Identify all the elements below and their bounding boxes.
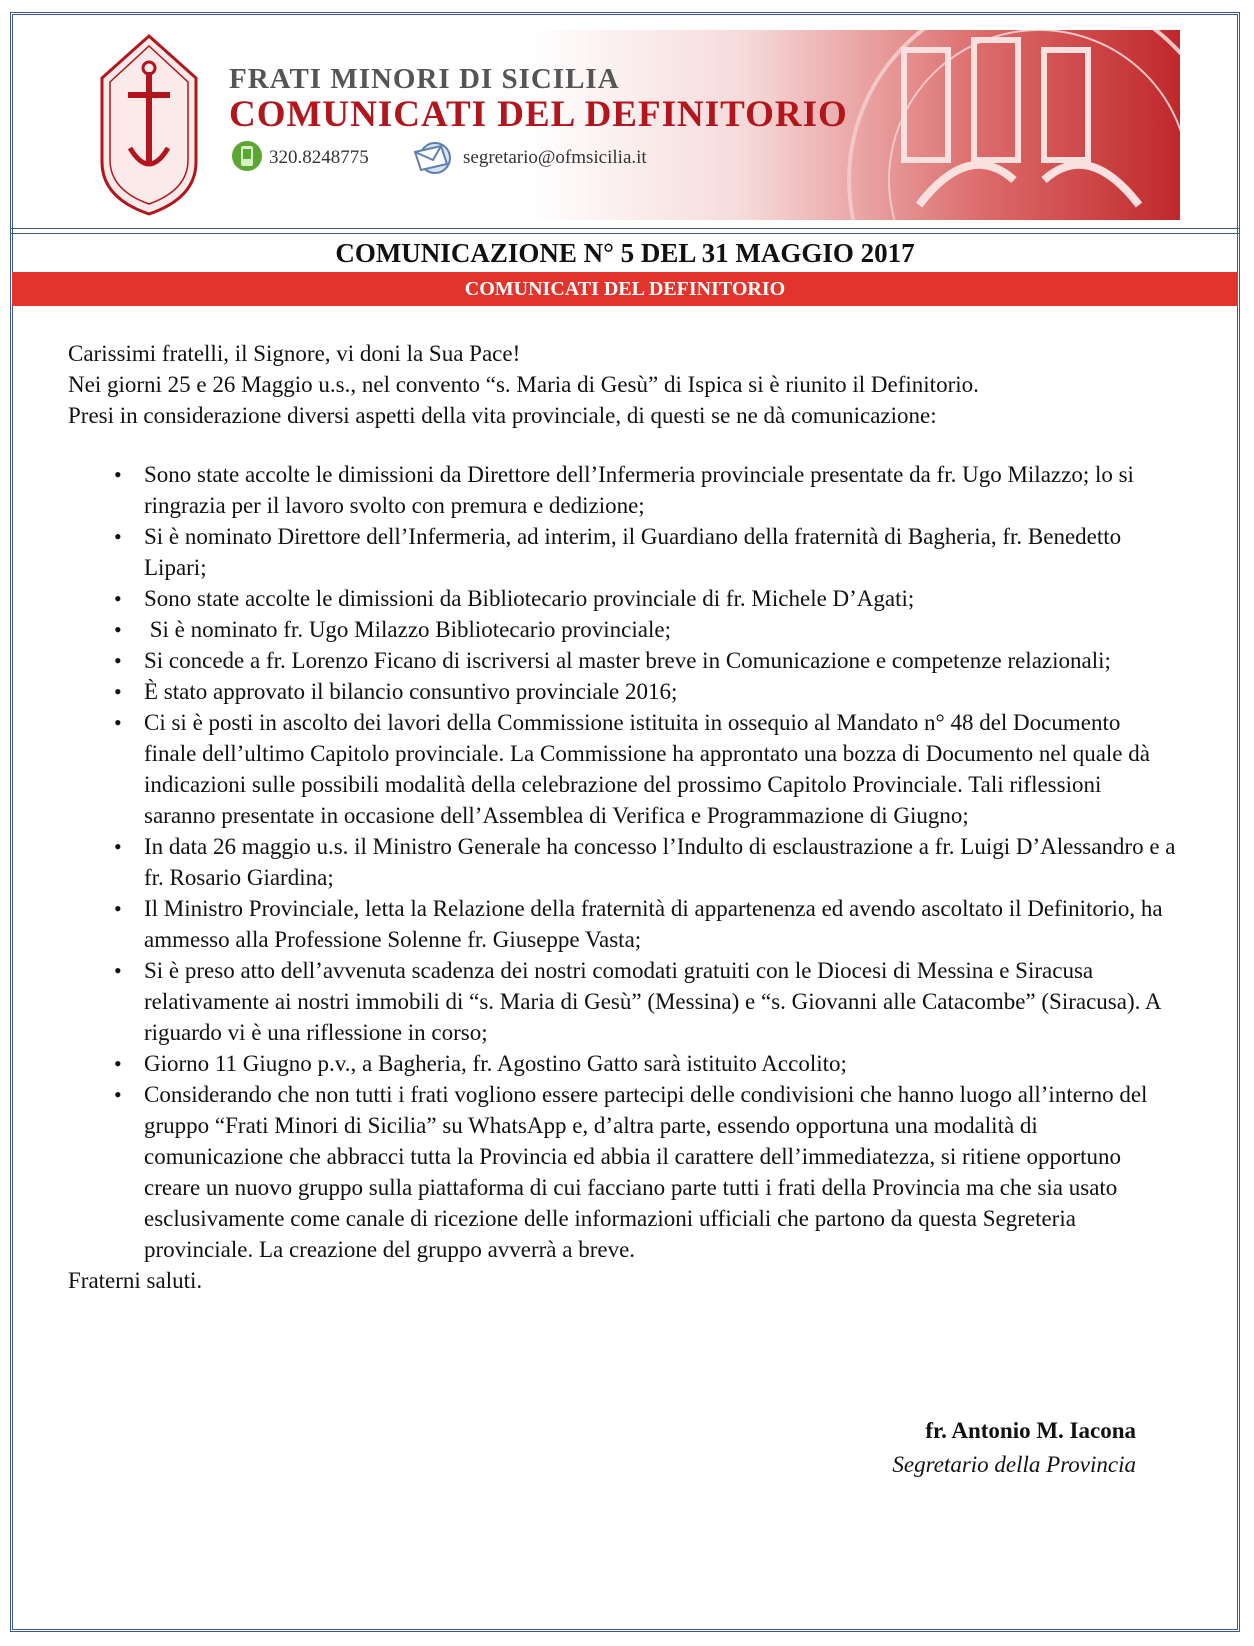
mail-icon — [411, 138, 455, 176]
intro-line: Nei giorni 25 e 26 Maggio u.s., nel convento “s. Maria di Gesù” di Ispica si è riunito il Definitorio. — [68, 372, 979, 397]
list-item: • Considerando che non tutti i frati vogliono essere partecipi delle condivisioni che hanno luogo all’interno del gruppo “Frati Minori di Sicilia” su WhatsApp e, d’altra parte, essendo opportuna una modalità di comunicazione che abbracci tutta la Provincia ed abbia il carattere dell’immediatezza, si ritiene opportuno creare un nuovo gruppo sulla piattaforma di cui facciano parte tutti i frati della Provincia ma che sia usato esclusivamente come canale di ricezione delle informazioni ufficiali che partono da questa Segreteria provinciale. La creazione del gruppo avverrà a breve. — [144, 1079, 1178, 1265]
org-name: FRATI MINORI DI SICILIA — [229, 63, 620, 95]
list-item: • In data 26 maggio u.s. il Ministro Generale ha concesso l’Indulto di esclaustrazione a fr. Luigi D’Alessandro e a fr. Rosario Giardina; — [144, 831, 1178, 893]
list-item: • Ci si è posti in ascolto dei lavori della Commissione istituita in ossequio al Mandato n° 48 del Documento finale dell’ultimo Capitolo provinciale. La Commissione ha approntato una bozza di Documento nel quale dà indicazioni sulle possibili modalità della celebrazione del prossimo Capitolo Provinciale. Tali riflessioni saranno presentate in occasione dell’Assemblea di Verifica e Programmazione di Giugno; — [144, 707, 1178, 831]
letter-body — [68, 338, 1178, 1296]
list-item: • Il Ministro Provinciale, letta la Relazione della fraternità di appartenenza ed avendo ascoltato il Definitorio, ha ammesso alla Professione Solenne fr. Giuseppe Vasta; — [144, 893, 1178, 955]
document-title: COMUNICAZIONE N° 5 DEL 31 MAGGIO 2017 — [335, 238, 915, 268]
phone-number: 320.8248775 — [269, 147, 369, 168]
category-bar: COMUNICATI DEL DEFINITORIO — [12, 272, 1238, 306]
list-item: • Si è preso atto dell’avvenuta scadenza dei nostri comodati gratuiti con le Diocesi di Messina e Siracusa relativamente ai nostri immobili di “s. Maria di Gesù” (Messina) e “s. Giovanni alle Catacombe” (Siracusa). A riguardo vi è una riflessione in corso; — [144, 955, 1178, 1048]
list-item: • Sono state accolte le dimissioni da Direttore dell’Infermeria provinciale presentate da fr. Ugo Milazzo; lo si ringrazia per il lavoro svolto con premura e dedizione; — [144, 459, 1178, 521]
decisions-list — [68, 459, 1178, 1265]
phone-icon — [231, 138, 263, 174]
list-item: • Si concede a fr. Lorenzo Ficano di iscriversi al master breve in Comunicazione e competenze relazionali; — [144, 645, 1178, 676]
intro-line: Presi in considerazione diversi aspetti della vita provinciale, di questi se ne dà comunicazione: — [68, 403, 937, 428]
province-seal-icon — [809, 30, 1180, 220]
section-name: COMUNICATI DEL DEFINITORIO — [229, 94, 848, 135]
list-item: • Si è nominato Direttore dell’Infermeria, ad interim, il Guardiano della fraternità di Bagheria, fr. Benedetto Lipari; — [144, 521, 1178, 583]
signature-block — [892, 1414, 1136, 1482]
list-item: • È stato approvato il bilancio consuntivo provinciale 2016; — [144, 676, 1178, 707]
header-banner — [94, 30, 1180, 220]
signatory-name: fr. Antonio M. Iacona — [925, 1418, 1136, 1443]
signatory-role: Segretario della Provincia — [892, 1452, 1136, 1477]
banner-title — [229, 64, 848, 136]
list-item: • Giorno 11 Giugno p.v., a Bagheria, fr. Agostino Gatto sarà istituito Accolito; — [144, 1048, 1178, 1079]
order-seal-icon — [94, 30, 204, 220]
greeting: Carissimi fratelli, il Signore, vi doni la Sua Pace! — [68, 341, 521, 366]
header-divider — [10, 228, 1240, 234]
list-item: • Sono state accolte le dimissioni da Bibliotecario provinciale di fr. Michele D’Agati; — [144, 583, 1178, 614]
list-item: • Si è nominato fr. Ugo Milazzo Bibliotecario provinciale; — [144, 614, 1178, 645]
email-address: segretario@ofmsicilia.it — [463, 147, 647, 168]
closing-salutation: Fraterni saluti. — [68, 1268, 203, 1293]
intro-paragraph — [68, 338, 1178, 431]
